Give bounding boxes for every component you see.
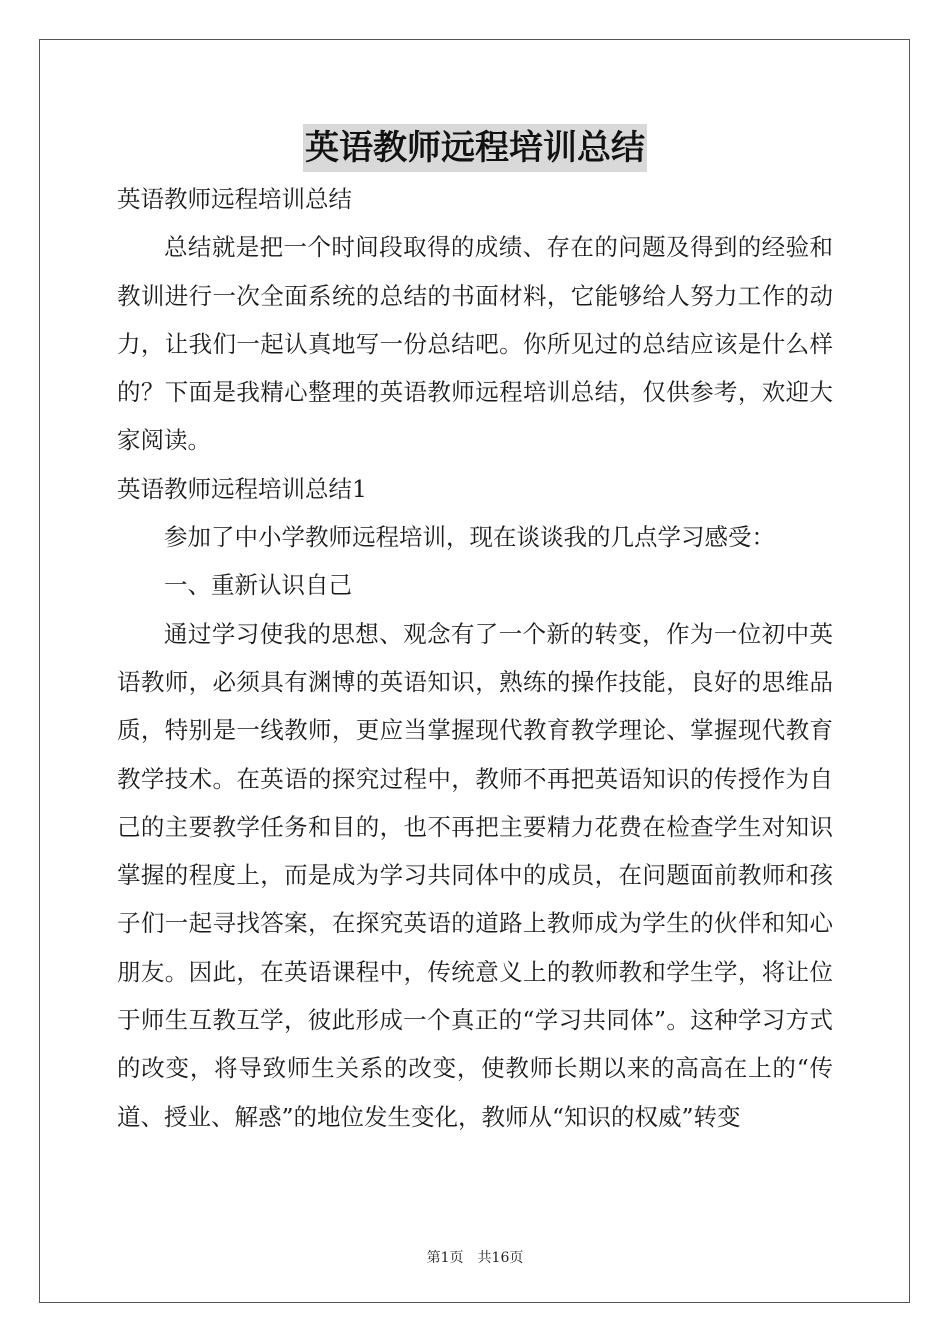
subtitle-paragraph: 英语教师远程培训总结: [117, 185, 352, 213]
document-body: [117, 175, 833, 1141]
document-title: 英语教师远程培训总结: [303, 124, 647, 172]
page-total: 共16页: [477, 1250, 524, 1266]
body-paragraph: 通过学习使我的思想、观念有了一个新的转变，作为一位初中英语教师，必须具有渊博的英语知识，熟练的操作技能，良好的思维品质，特别是一线教师，更应当掌握现代教育教学理论、掌握现代教育教学技术。在英语的探究过程中，教师不再把英语知识的传授作为自己的主要教学任务和目的，也不再把主要精力花费在检查学生对知识掌握的程度上，而是成为学习共同体中的成员，在问题面前教师和孩子们一起寻找答案，在探究英语的道路上教师成为学生的伙伴和知心朋友。因此，在英语课程中，传统意义上的教师教和学生学，将让位于师生互教互学，彼此形成一个真正的“学习共同体”。这种学习方式的改变，将导致师生关系的改变，使教师长期以来的高高在上的“传道、授业、解惑”的地位发生变化，教师从“知识的权威”转变: [117, 619, 833, 1131]
intro-paragraph: 总结就是把一个时间段取得的成绩、存在的问题及得到的经验和教训进行一次全面系统的总结的书面材料，它能够给人努力工作的动力，让我们一起认真地写一份总结吧。你所见过的总结应该是什么样的？下面是我精心整理的英语教师远程培训总结，仅供参考，欢迎大家阅读。: [117, 233, 833, 455]
document-title-wrapper: [0, 124, 950, 178]
section-heading: 英语教师远程培训总结1: [117, 474, 367, 503]
page-footer: [0, 1247, 950, 1267]
page-number: 第1页: [426, 1250, 464, 1266]
subsection-heading: 一、重新认识自己: [164, 571, 352, 600]
body-paragraph: 参加了中小学教师远程培训，现在谈谈我的几点学习感受：: [164, 523, 775, 552]
